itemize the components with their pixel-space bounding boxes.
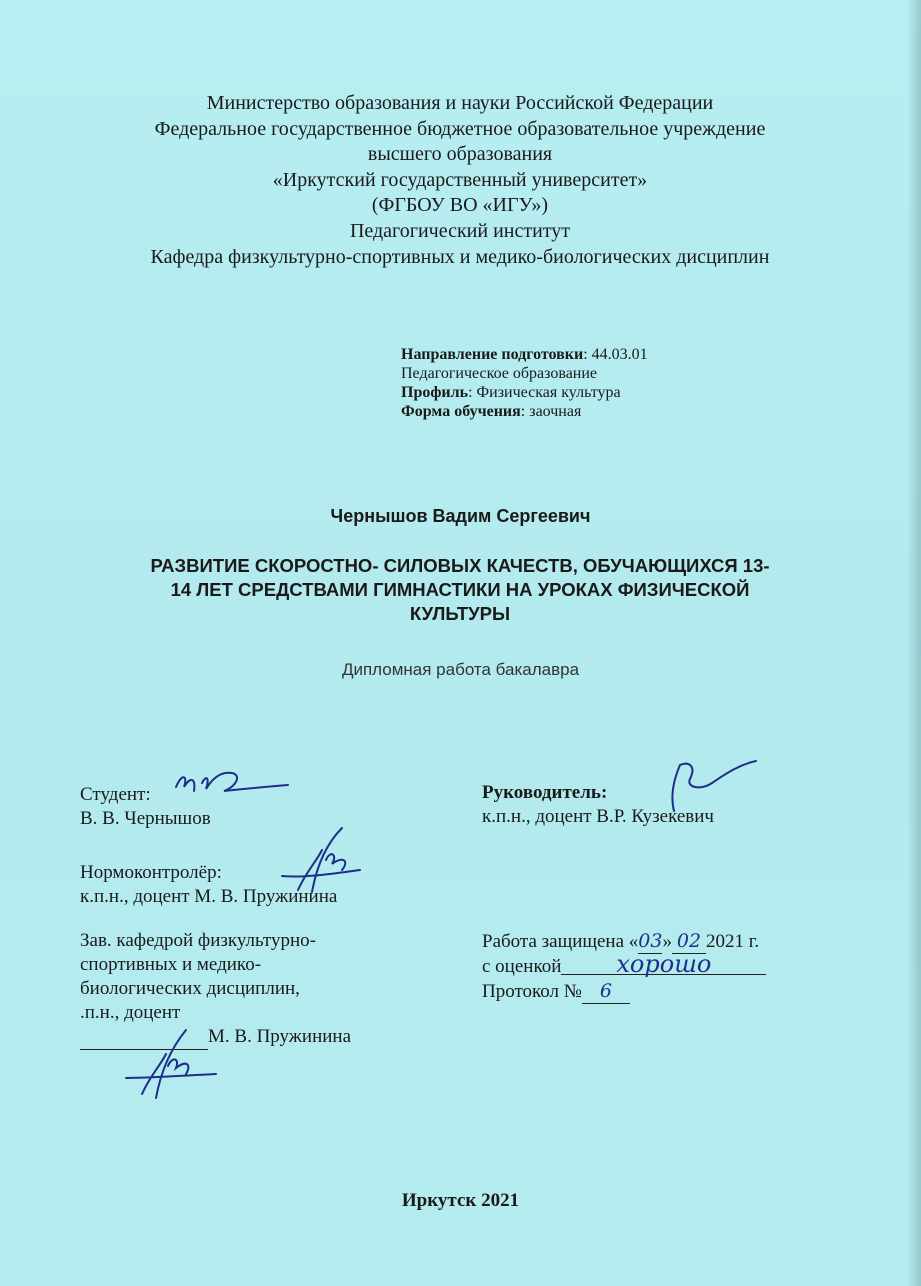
- header-line: Министерство образования и науки Российской Федерации: [206, 92, 714, 114]
- normcontrol-signature: [272, 820, 362, 900]
- head-dept-name: М. В. Пружинина: [208, 1026, 352, 1047]
- supervisor-signature: [660, 755, 760, 815]
- defense-prefix: Работа защищена «: [482, 931, 639, 952]
- head-dept-signature: [120, 1022, 220, 1102]
- profile-label: Профиль: [401, 384, 469, 401]
- student-signature: [172, 765, 292, 805]
- header-line: Кафедра физкультурно-спортивных и медико-биологических дисциплин: [150, 245, 770, 268]
- direction-code: : 44.03.01: [583, 346, 648, 363]
- defense-year: 2021 г.: [705, 931, 760, 952]
- title-line: РАЗВИТИЕ СКОРОСТНО- СИЛОВЫХ КАЧЕСТВ, ОБУЧАЮЩИХСЯ 13-: [150, 555, 770, 576]
- institution-header: [60, 91, 860, 270]
- study-form-value: : заочная: [520, 403, 582, 420]
- header-line: Федеральное государственное бюджетное образовательное учреждение: [154, 117, 766, 140]
- head-dept-line: Зав. кафедрой физкультурно-: [80, 930, 316, 951]
- study-form-label: Форма обучения: [401, 403, 521, 420]
- head-dept-line: .п.н., доцент: [80, 1002, 181, 1023]
- thesis-title: [70, 554, 850, 626]
- head-dept-line: биологических дисциплин,: [80, 978, 300, 999]
- city-year: Иркутск 2021: [401, 1190, 520, 1211]
- study-direction-block: [401, 345, 648, 421]
- defense-block: [482, 929, 766, 1004]
- header-line: (ФГБОУ ВО «ИГУ»): [371, 194, 549, 217]
- header-line: «Иркутский государственный университет»: [272, 168, 648, 191]
- work-type: Дипломная работа бакалавра: [341, 660, 580, 679]
- defense-month: 02: [672, 929, 706, 954]
- author-name: Чернышов Вадим Сергеевич: [330, 506, 591, 526]
- student-label: Студент:: [80, 784, 151, 805]
- page-edge-shadow: [907, 0, 921, 1286]
- normcontrol-name: к.п.н., доцент М. В. Пружинина: [80, 886, 338, 907]
- normcontrol-label: Нормоконтролёр:: [80, 862, 222, 883]
- protocol-label: Протокол №: [482, 981, 582, 1002]
- title-line: КУЛЬТУРЫ: [409, 603, 511, 624]
- supervisor-label: Руководитель:: [482, 782, 608, 803]
- direction-label: Направление подготовки: [401, 346, 584, 363]
- title-line: 14 ЛЕТ СРЕДСТВАМИ ГИМНАСТИКИ НА УРОКАХ ФИЗИЧЕСКОЙ: [170, 579, 750, 600]
- header-line: Педагогический институт: [349, 219, 571, 242]
- grade-value: хорошо: [561, 954, 766, 975]
- defense-mid: »: [662, 931, 672, 952]
- profile-value: : Физическая культура: [468, 384, 621, 401]
- head-dept-line: спортивных и медико-: [80, 954, 262, 975]
- defense-day: 03: [638, 930, 663, 952]
- grade-label: с оценкой: [482, 956, 562, 977]
- header-line: высшего образования: [367, 143, 553, 166]
- student-name: В. В. Чернышов: [80, 808, 211, 829]
- supervisor-name: к.п.н., доцент В.Р. Кузекевич: [482, 806, 714, 827]
- protocol-number: 6: [582, 979, 630, 1004]
- direction-name: Педагогическое образование: [401, 365, 598, 382]
